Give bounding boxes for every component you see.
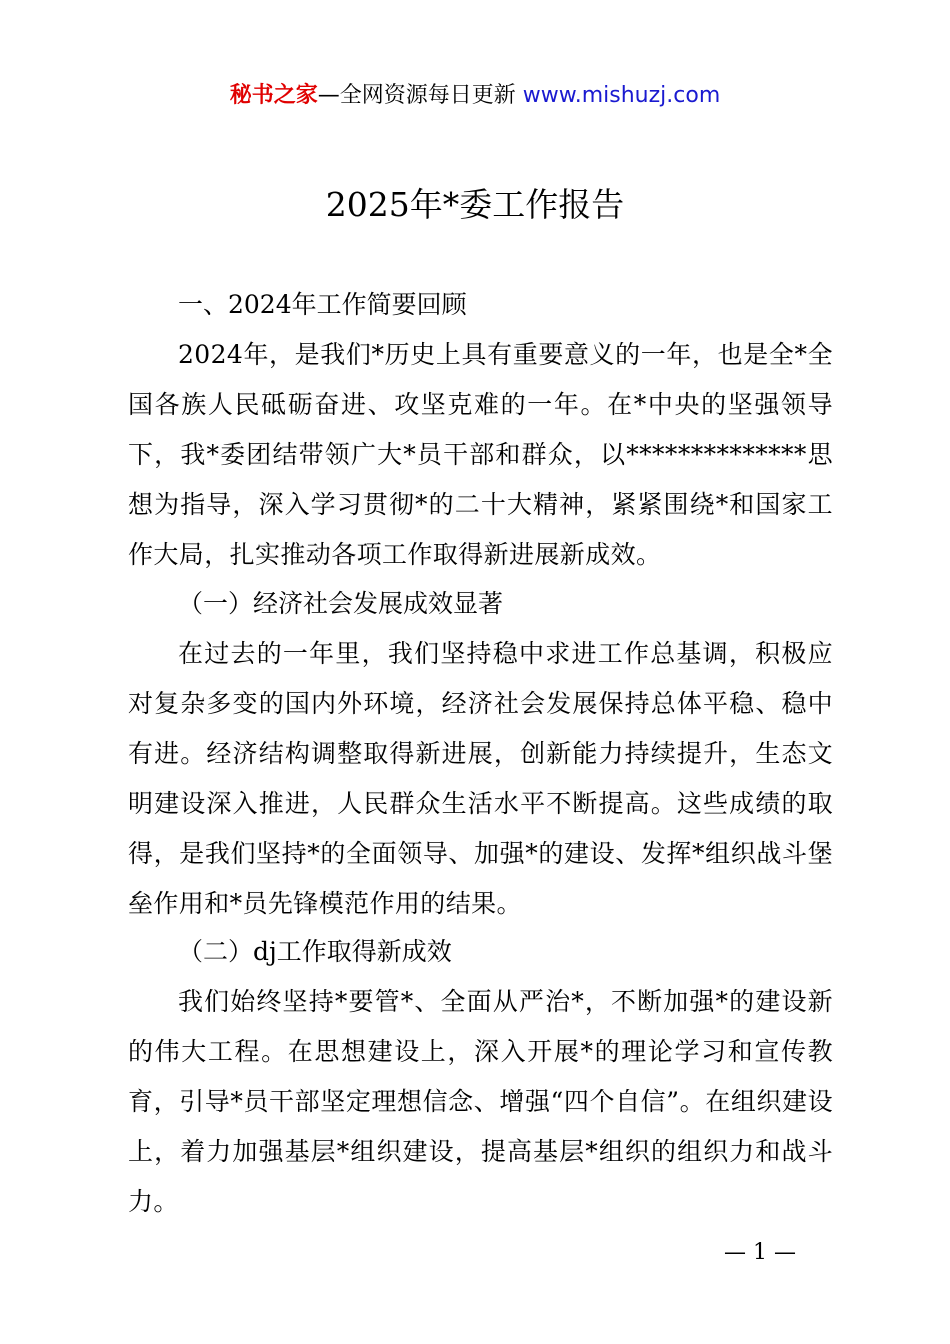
document-title: 2025年*委工作报告 [325,185,625,224]
dj-work-paragraph: 我们始终坚持*要管*、全面从严治*，不断加强*的建设新的伟大工程。在思想建设上，深入开展*的理论学习和宣传教育，引导*员干部坚定理想信念、增强“四个自信”。在组织建设上，着力加强基层*组织建设，提高基层*组织的组织力和战斗力。 [128,987,833,1216]
section-heading-review: 一、2024年工作简要回顾 [178,290,467,319]
subsection-heading-economy: （一）经济社会发展成效显著 [178,589,504,618]
banner-brand: 秘书之家 [229,83,318,108]
economy-paragraph: 在过去的一年里，我们坚持稳中求进工作总基调，积极应对复杂多变的国内外环境，经济社会发展保持总体平稳、稳中有进。经济结构调整取得新进展，创新能力持续提升，生态文明建设深入推进，人民群众生活水平不断提高。这些成绩的取得，是我们坚持*的全面领导、加强*的建设、发挥*组织战斗堡垒作用和*员先锋模范作用的结果。 [128,639,833,918]
subsection-heading-dj-work: （二）dj工作取得新成效 [178,937,452,966]
banner-slogan: —全网资源每日更新 [317,83,516,108]
banner-url-link[interactable]: www.mishuzj.com [522,83,721,108]
page-number: — 1 — [724,1240,796,1265]
intro-paragraph: 2024年，是我们*历史上具有重要意义的一年，也是全*全国各族人民砥砺奋进、攻坚克难的一年。在*中央的坚强领导下，我*委团结带领广大*员干部和群众，以**************思想为指导，深入学习贯彻*的二十大精神，紧紧围绕*和国家工作大局，扎实推动各项工作取得新进展新成效。 [128,340,833,569]
site-banner [0,80,950,112]
